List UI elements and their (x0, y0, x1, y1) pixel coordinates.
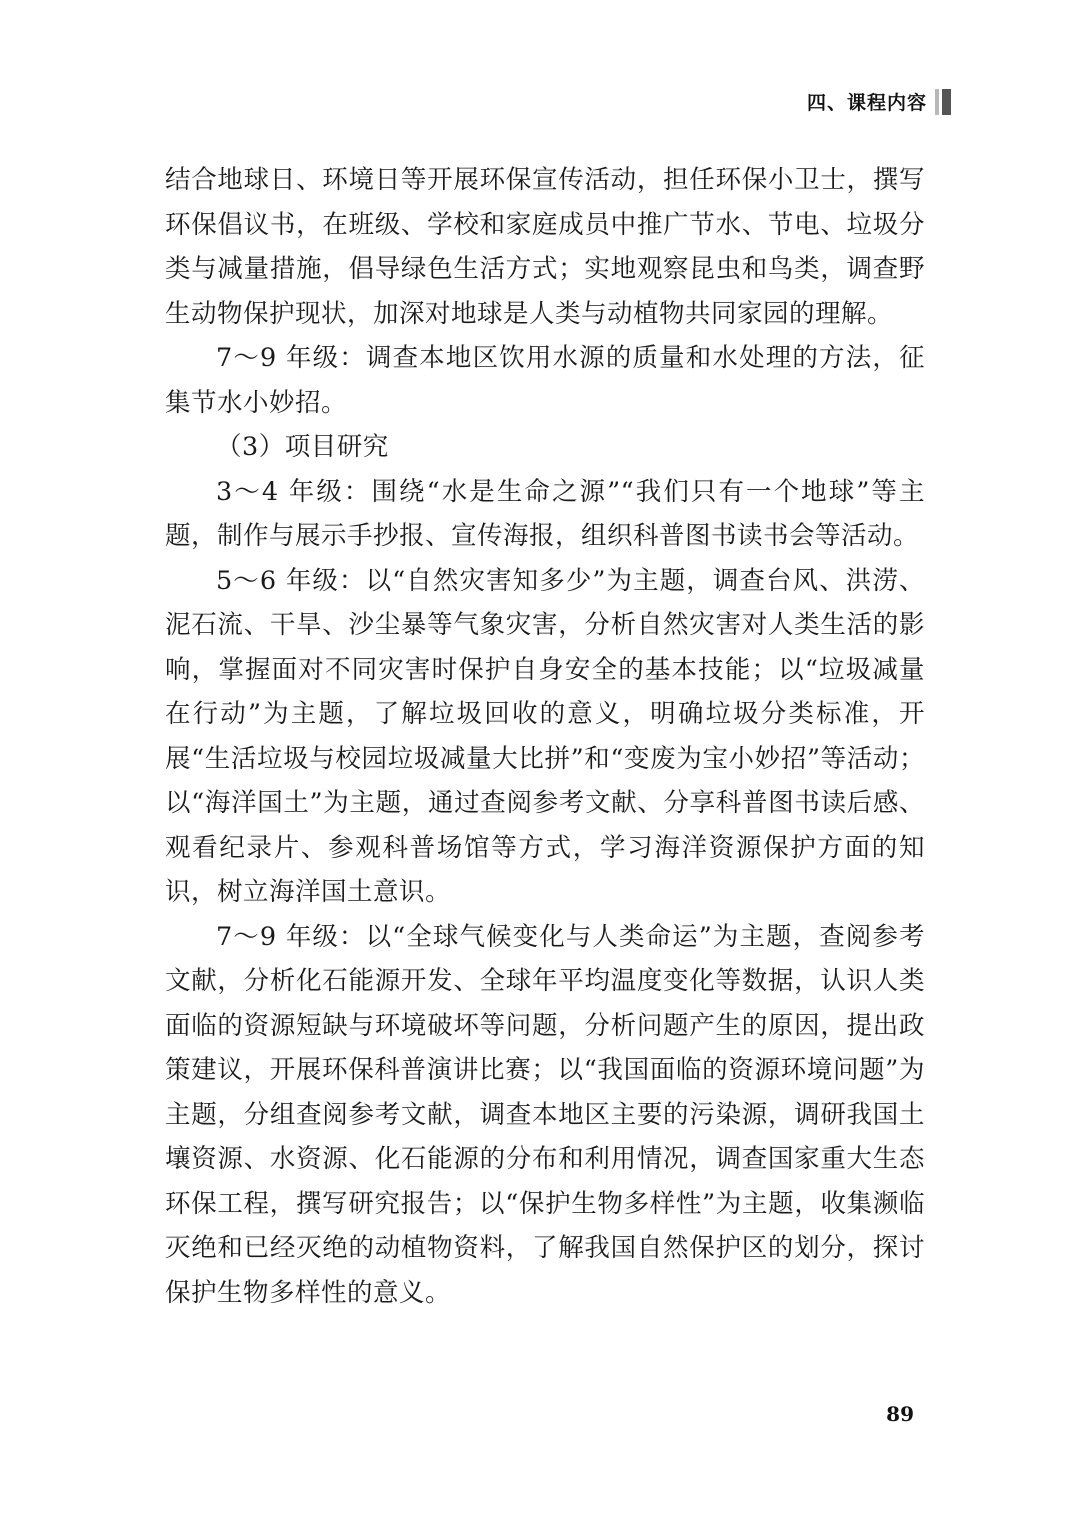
paragraph: 7～9 年级：以“全球气候变化与人类命运”为主题，查阅参考文献，分析化石能源开发、全球年平均温度变化等数据，认识人类面临的资源短缺与环境破坏等问题，分析问题产生的原因，提出政策建议，开展环保科普演讲比赛；以“我国面临的资源环境问题”为主题，分组查阅参考文献，调查本地区主要的污染源，调研我国土壤资源、水资源、化石能源的分布和利用情况，调查国家重大生态环保工程，撰写研究报告；以“保护生物多样性”为主题，收集濒临灭绝和已经灭绝的动植物资料，了解我国自然保护区的划分，探讨保护生物多样性的意义。 (165, 921, 925, 1308)
body-text (165, 158, 925, 1315)
running-header (807, 88, 951, 115)
subsection-heading: （3）项目研究 (216, 432, 389, 462)
paragraph: 7～9 年级：调查本地区饮用水源的质量和水处理的方法，征集节水小妙招。 (165, 343, 925, 418)
section-title: 四、课程内容 (806, 92, 927, 114)
paragraph: 结合地球日、环境日等开展环保宣传活动，担任环保小卫士，撰写环保倡议书，在班级、学校和家庭成员中推广节水、节电、垃圾分类与减量措施，倡导绿色生活方式；实地观察昆虫和鸟类，调查野生动物保护现状，加深对地球是人类与动植物共同家园的理解。 (165, 165, 925, 329)
header-bar-thick (942, 89, 951, 115)
header-bar-icon (935, 89, 951, 115)
header-bar-thin (935, 89, 939, 115)
paragraph: 5～6 年级：以“自然灾害知多少”为主题，调查台风、洪涝、泥石流、干旱、沙尘暴等气象灾害，分析自然灾害对人类生活的影响，掌握面对不同灾害时保护自身安全的基本技能；以“垃圾减量在行动”为主题，了解垃圾回收的意义，明确垃圾分类标准，开展“生活垃圾与校园垃圾减量大比拼”和“变废为宝小妙招”等活动；以“海洋国土”为主题，通过查阅参考文献、分享科普图书读后感、观看纪录片、参观科普场馆等方式，学习海洋资源保护方面的知识，树立海洋国土意识。 (165, 565, 925, 907)
page-number: 89 (886, 1402, 914, 1426)
paragraph: 3～4 年级：围绕“水是生命之源”“我们只有一个地球”等主题，制作与展示手抄报、宣传海报，组织科普图书读书会等活动。 (165, 476, 925, 551)
